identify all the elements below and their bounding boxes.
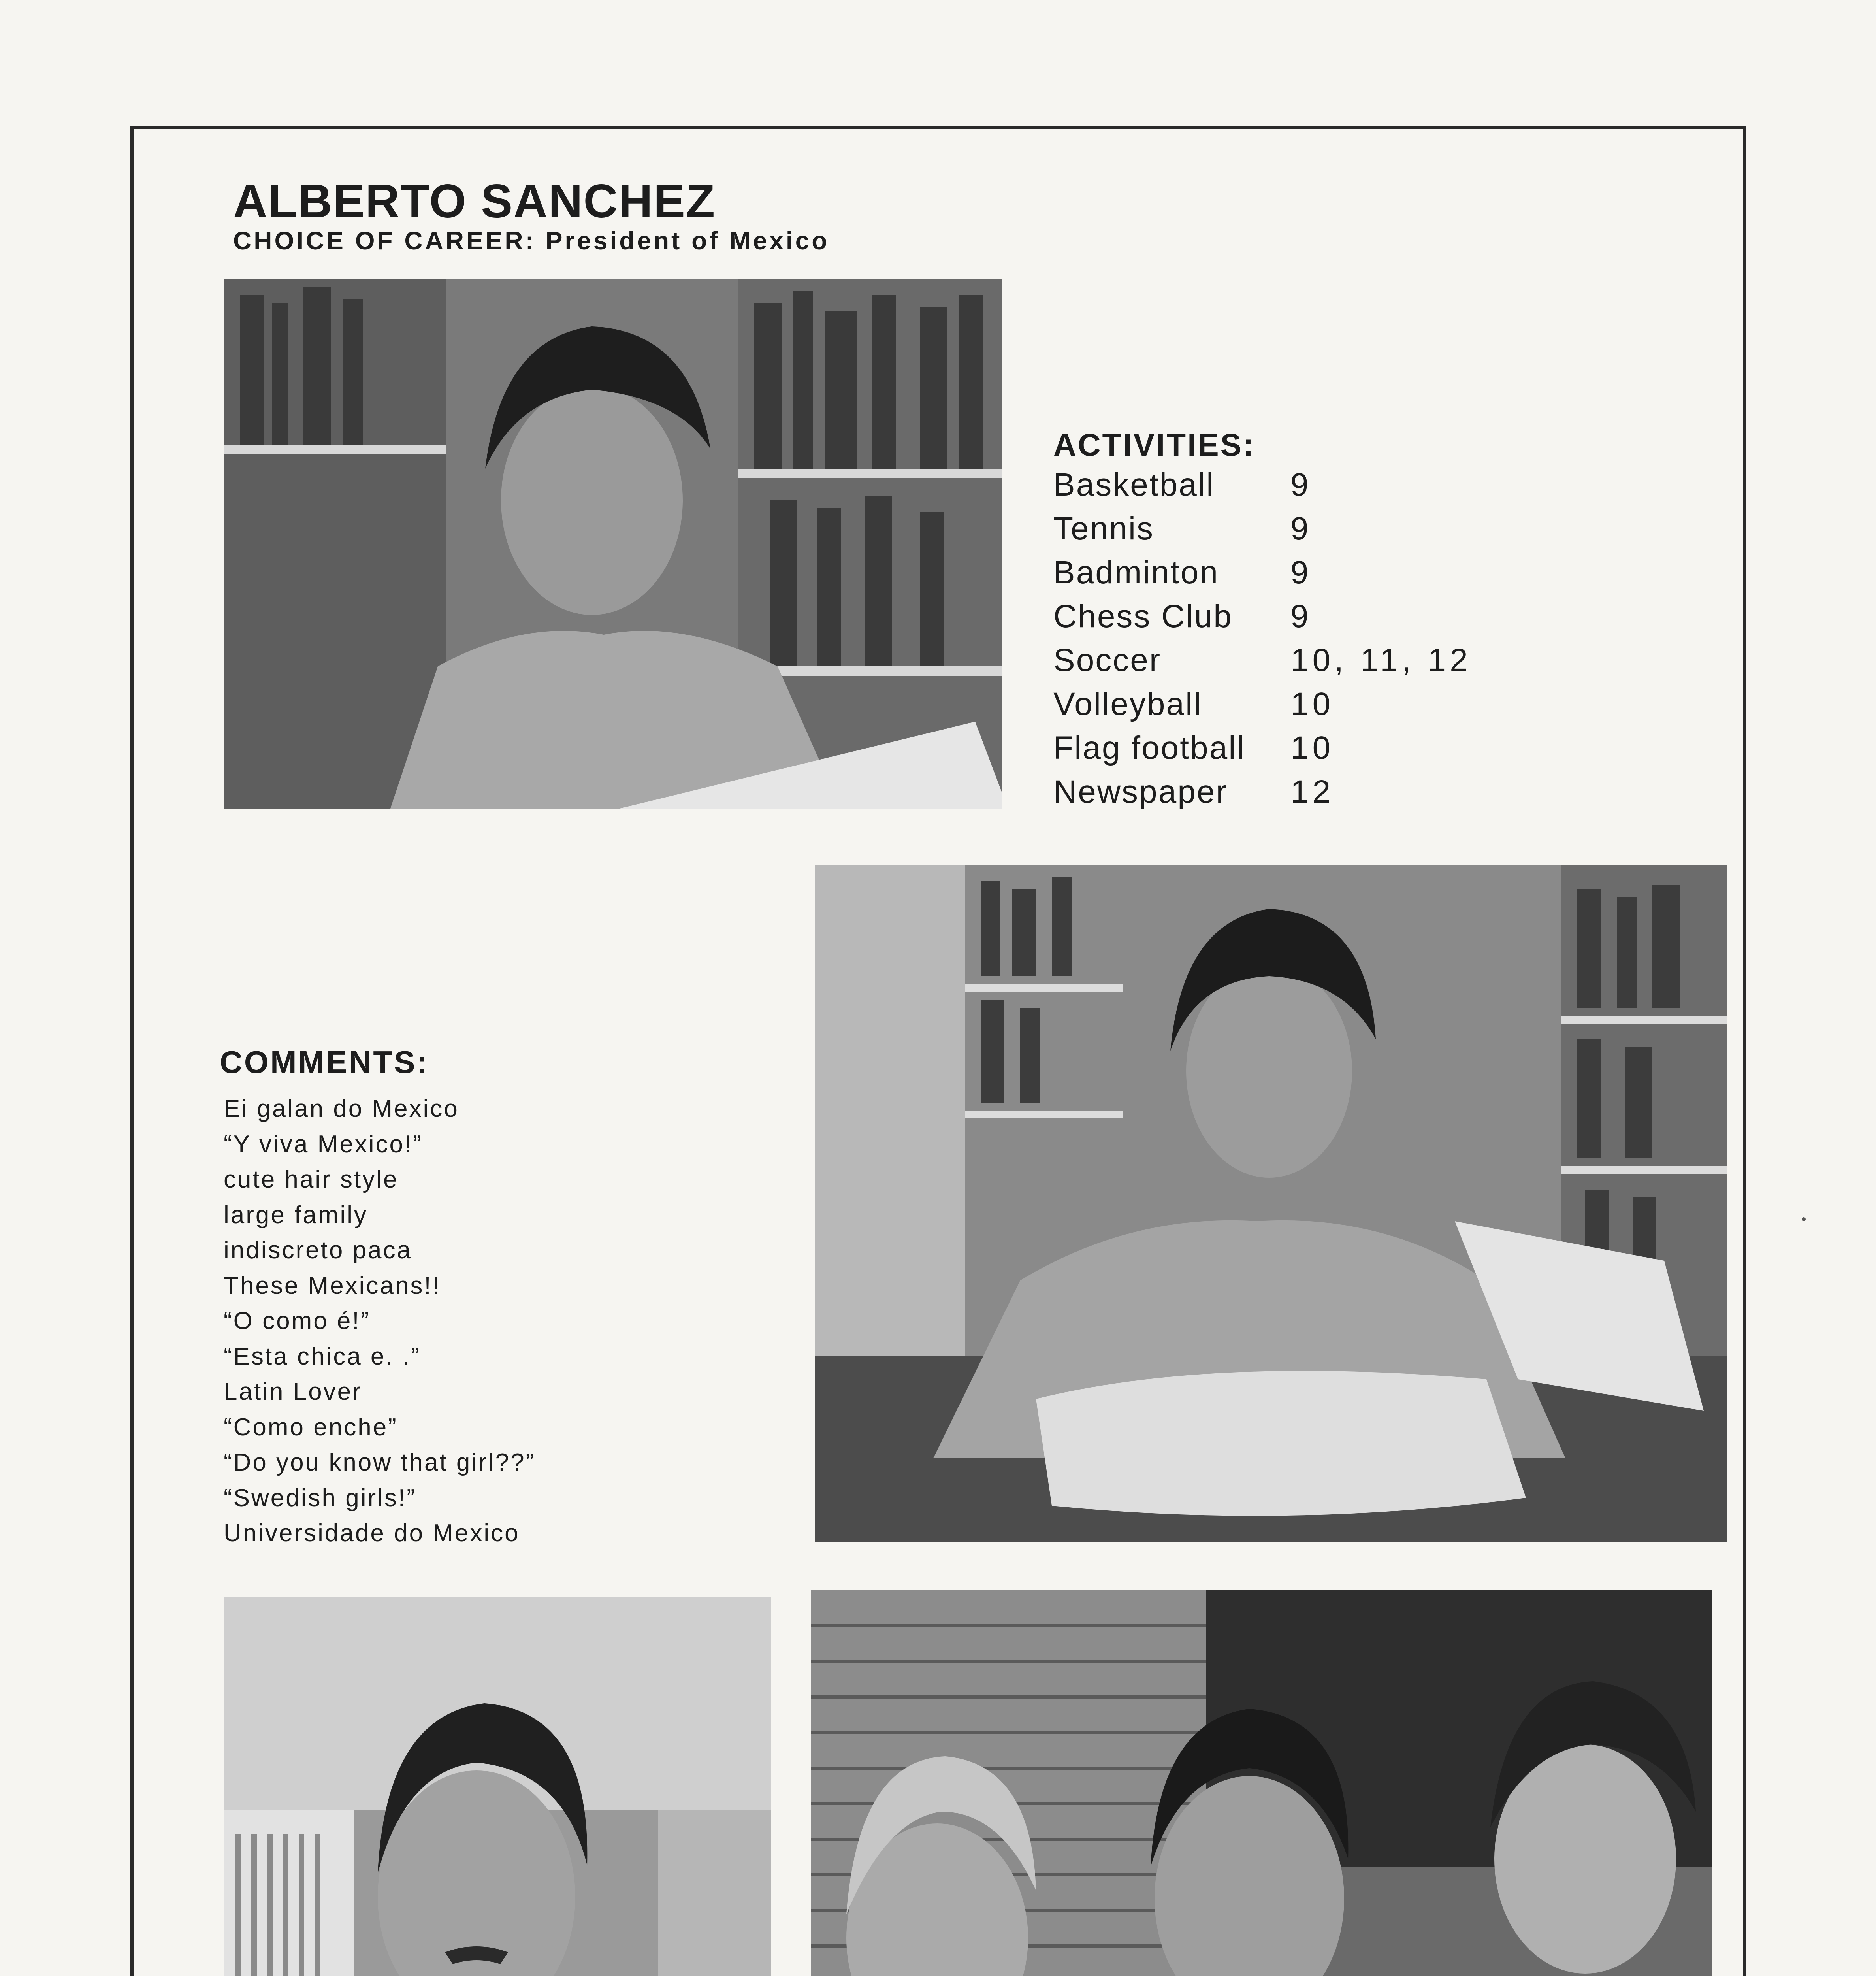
newspaper-photo (815, 865, 1727, 1542)
activities-list (1053, 466, 1567, 817)
list-item: “O como é!” (224, 1307, 371, 1335)
activity-name: Basketball (1053, 467, 1215, 503)
activity-years: 10 (1290, 686, 1335, 722)
list-item: Universidade do Mexico (224, 1520, 520, 1547)
list-item: These Mexicans!! (224, 1272, 441, 1299)
list-item: “Swedish girls!” (224, 1484, 416, 1512)
activity-name: Flag football (1053, 730, 1245, 766)
activity-name: Volleyball (1053, 686, 1202, 722)
activity-years: 12 (1290, 774, 1335, 810)
portrait-photo (224, 279, 1002, 809)
activity-years: 9 (1290, 554, 1313, 590)
list-item: Ei galan do Mexico (224, 1095, 459, 1122)
activity-years: 10, 11, 12 (1290, 642, 1472, 678)
activities-heading: ACTIVITIES: (1053, 427, 1255, 462)
activity-name: Soccer (1053, 642, 1162, 678)
activity-name: Badminton (1053, 554, 1219, 590)
list-item: Latin Lover (224, 1378, 362, 1405)
scan-speck (1802, 1217, 1806, 1221)
activity-years: 10 (1290, 730, 1335, 766)
student-name: ALBERTO SANCHEZ (233, 175, 716, 228)
list-item: indiscreto paca (224, 1237, 412, 1264)
list-item (1053, 510, 1567, 554)
career-label: CHOICE OF CAREER: (233, 226, 536, 255)
list-item: “Esta chica e. .” (224, 1342, 421, 1370)
mustache-portrait-photo (224, 1597, 771, 1976)
activity-name: Newspaper (1053, 774, 1228, 810)
list-item: “Y viva Mexico!” (224, 1130, 423, 1158)
activity-years: 9 (1290, 511, 1313, 547)
list-item (1053, 730, 1567, 773)
activity-name: Chess Club (1053, 598, 1233, 634)
list-item (1053, 554, 1567, 598)
list-item (1053, 686, 1567, 730)
list-item (1053, 773, 1567, 817)
list-item: “Do you know that girl??” (224, 1449, 536, 1476)
activity-years: 9 (1290, 467, 1313, 503)
list-item (1053, 642, 1567, 686)
group-photo (811, 1590, 1712, 1976)
list-item: cute hair style (224, 1166, 399, 1193)
activity-name: Tennis (1053, 511, 1155, 547)
career-value: President of Mexico (545, 226, 830, 255)
list-item (1053, 466, 1567, 510)
activity-years: 9 (1290, 598, 1313, 634)
comments-heading: COMMENTS: (220, 1045, 429, 1080)
list-item: “Como enche” (224, 1413, 398, 1441)
list-item (1053, 598, 1567, 642)
list-item: large family (224, 1201, 368, 1229)
comments-list (224, 1095, 535, 1555)
career-line (233, 226, 829, 255)
